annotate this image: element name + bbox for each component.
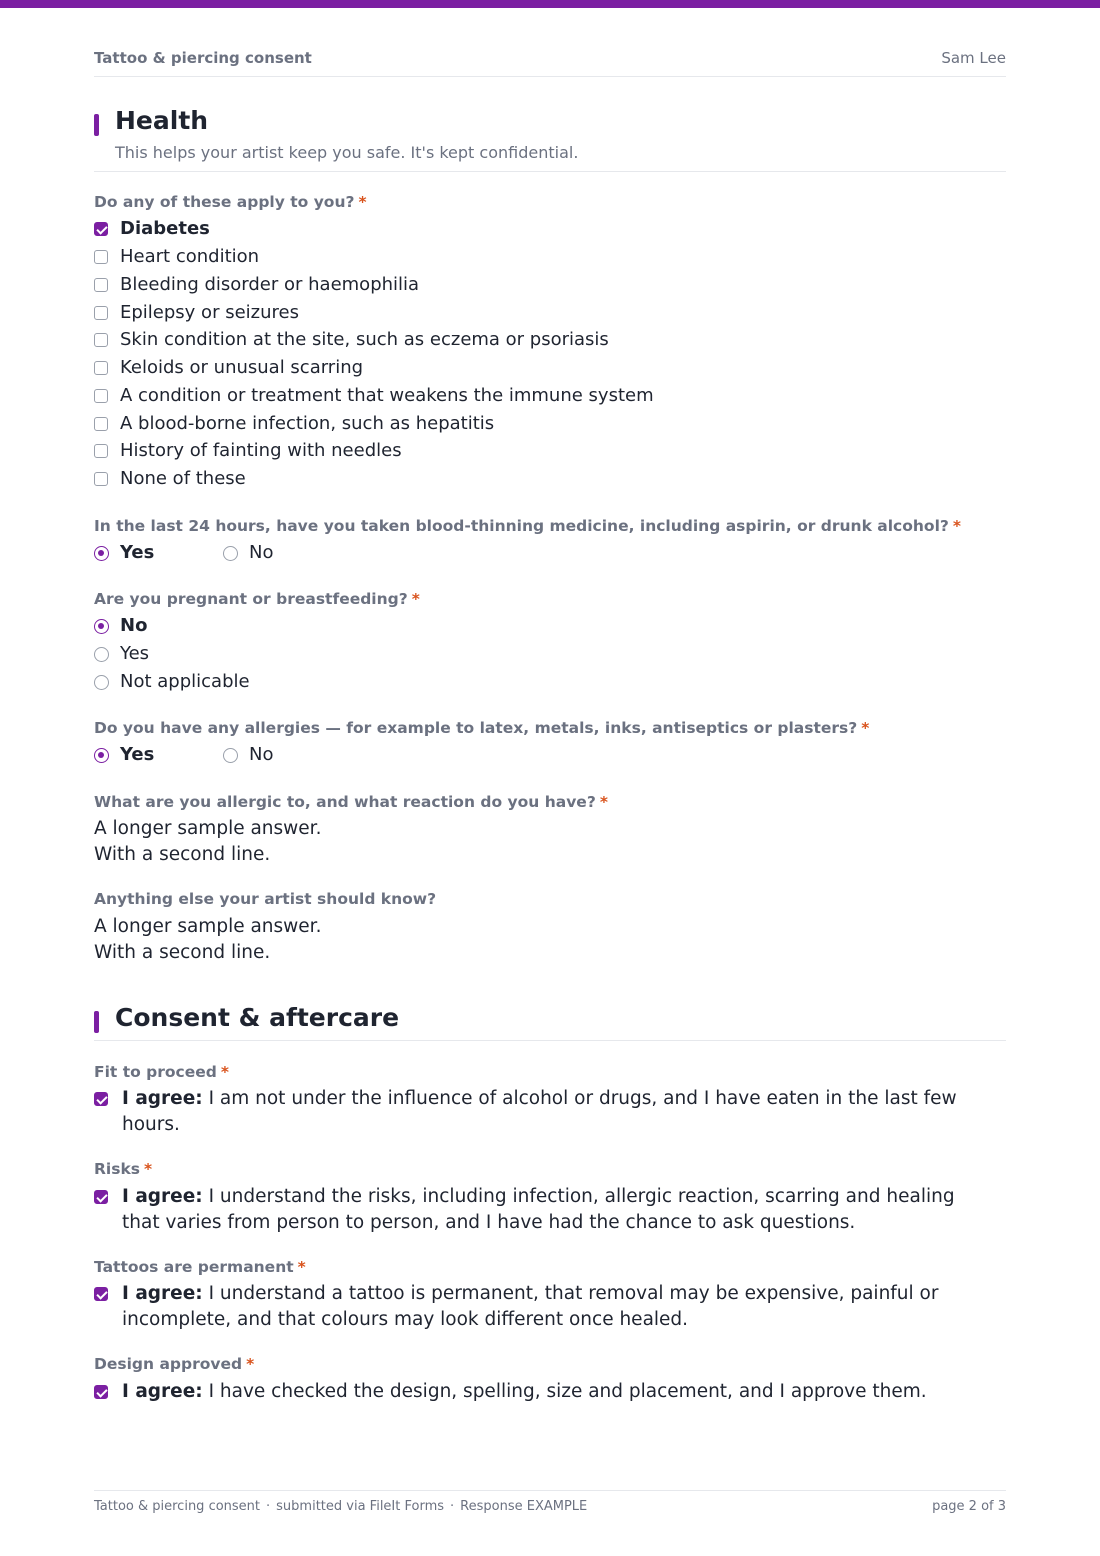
radio-empty-icon[interactable]	[94, 647, 109, 662]
agree-statement	[122, 1184, 994, 1236]
radio-empty-icon[interactable]	[223, 748, 238, 763]
checkbox-empty-icon[interactable]	[94, 333, 108, 347]
running-header	[94, 48, 1006, 77]
radio-selected-icon[interactable]	[94, 748, 109, 763]
question-label-anything-else	[94, 890, 436, 908]
required-marker: *	[952, 517, 961, 535]
agree-prefix: I agree:	[122, 1088, 203, 1109]
agree-checkbox[interactable]	[94, 1379, 994, 1405]
required-marker: *	[861, 719, 870, 737]
question-text: What are you allergic to, and what reaction do you have?	[94, 793, 596, 811]
agree-body: I understand the risks, including infection, allergic reaction, scarring and healing that varies from person to person, and I have had the chance to ask questions.	[122, 1186, 955, 1233]
footer-response: Response EXAMPLE	[460, 1499, 588, 1514]
required-marker: *	[411, 590, 420, 608]
page-number: page 2 of 3	[932, 1499, 1006, 1514]
answer-line: With a second line.	[94, 942, 271, 963]
agree-statement	[122, 1086, 994, 1138]
required-marker: *	[144, 1160, 153, 1178]
question-label-conditions	[94, 193, 367, 211]
agree-prefix: I agree:	[122, 1381, 203, 1402]
footer-doc-title: Tattoo & piercing consent	[94, 1499, 261, 1514]
option-label: Yes	[120, 744, 155, 765]
checkbox-empty-icon[interactable]	[94, 306, 108, 320]
option-label: Yes	[120, 542, 155, 563]
question-text: In the last 24 hours, have you taken blood-thinning medicine, including aspirin, or drunk alcohol?	[94, 517, 949, 535]
agree-prefix: I agree:	[122, 1186, 203, 1207]
question-text: Are you pregnant or breastfeeding?	[94, 590, 408, 608]
option-label: Epilepsy or seizures	[120, 302, 299, 323]
question-label-fit-to-proceed	[94, 1063, 229, 1081]
option-label: A blood-borne infection, such as hepatitis	[120, 413, 495, 434]
question-label-blood-thinning	[94, 517, 961, 535]
checkbox-checked-icon[interactable]	[94, 1385, 108, 1399]
option-label: No	[120, 615, 148, 636]
footer-info	[94, 1499, 587, 1514]
option-label: Keloids or unusual scarring	[120, 357, 364, 378]
section-accent-bar	[94, 1011, 99, 1033]
answer-line: A longer sample answer.	[94, 818, 322, 839]
question-text: Tattoos are permanent	[94, 1258, 294, 1276]
option-label: Diabetes	[120, 218, 210, 239]
section-health-header	[94, 106, 1006, 172]
section-title: Health	[115, 106, 209, 135]
radio-empty-icon[interactable]	[223, 546, 238, 561]
question-label-design	[94, 1355, 254, 1373]
option-label: No	[249, 744, 274, 765]
question-label-risks	[94, 1160, 152, 1178]
radio-selected-icon[interactable]	[94, 546, 109, 561]
question-label-pregnant	[94, 590, 420, 608]
question-text: Do you have any allergies — for example to latex, metals, inks, antiseptics or plasters?	[94, 719, 858, 737]
checkbox-checked-icon[interactable]	[94, 222, 108, 236]
required-marker: *	[220, 1063, 229, 1081]
section-title: Consent & aftercare	[115, 1003, 400, 1032]
checkbox-empty-icon[interactable]	[94, 361, 108, 375]
answer-text	[94, 914, 321, 966]
footer-separator: ·	[450, 1499, 455, 1514]
section-description: This helps your artist keep you safe. It's kept confidential.	[115, 143, 579, 162]
agree-prefix: I agree:	[122, 1283, 203, 1304]
answer-line: With a second line.	[94, 844, 271, 865]
section-accent-bar	[94, 114, 99, 136]
question-text: Do any of these apply to you?	[94, 193, 355, 211]
agree-body: I understand a tattoo is permanent, that removal may be expensive, painful or incomplete, and that colours may look different once healed.	[122, 1283, 939, 1330]
required-marker: *	[358, 193, 367, 211]
agree-statement	[122, 1379, 994, 1405]
option-label: None of these	[120, 468, 246, 489]
option-label: No	[249, 542, 274, 563]
option-label: Not applicable	[120, 671, 250, 692]
option-label: Heart condition	[120, 246, 260, 267]
footer-separator: ·	[266, 1499, 271, 1514]
accent-top-bar	[0, 0, 1100, 8]
checkbox-empty-icon[interactable]	[94, 250, 108, 264]
agree-statement	[122, 1281, 994, 1333]
page-footer	[94, 1490, 1006, 1514]
question-text: Anything else your artist should know?	[94, 890, 437, 908]
answer-text	[94, 816, 321, 868]
radio-selected-icon[interactable]	[94, 619, 109, 634]
checkbox-checked-icon[interactable]	[94, 1092, 108, 1106]
section-consent-header	[94, 1003, 1006, 1041]
checkbox-checked-icon[interactable]	[94, 1190, 108, 1204]
checkbox-empty-icon[interactable]	[94, 444, 108, 458]
question-label-allergy-details	[94, 793, 608, 811]
footer-submitted: submitted via FileIt Forms	[276, 1499, 445, 1514]
required-marker: *	[246, 1355, 255, 1373]
option-label: A condition or treatment that weakens the immune system	[120, 385, 654, 406]
option-label: Yes	[120, 643, 150, 664]
agree-checkbox[interactable]	[94, 1184, 994, 1236]
checkbox-checked-icon[interactable]	[94, 1287, 108, 1301]
question-text: Design approved	[94, 1355, 243, 1373]
header-doc-title: Tattoo & piercing consent	[94, 49, 312, 67]
radio-empty-icon[interactable]	[94, 675, 109, 690]
option-label: Skin condition at the site, such as eczema or psoriasis	[120, 329, 609, 350]
option-label: History of fainting with needles	[120, 440, 402, 461]
answer-line: A longer sample answer.	[94, 916, 322, 937]
checkbox-empty-icon[interactable]	[94, 278, 108, 292]
question-text: Fit to proceed	[94, 1063, 217, 1081]
question-text: Risks	[94, 1160, 141, 1178]
required-marker: *	[599, 793, 608, 811]
required-marker: *	[297, 1258, 306, 1276]
checkbox-empty-icon[interactable]	[94, 389, 108, 403]
question-label-allergies	[94, 719, 869, 737]
checkbox-empty-icon[interactable]	[94, 472, 108, 486]
option-label: Bleeding disorder or haemophilia	[120, 274, 420, 295]
agree-body: I am not under the influence of alcohol or drugs, and I have eaten in the last few hours.	[122, 1088, 957, 1135]
agree-body: I have checked the design, spelling, size and placement, and I approve them.	[208, 1381, 927, 1402]
question-label-permanent	[94, 1258, 306, 1276]
header-user-name: Sam Lee	[941, 49, 1006, 67]
checkbox-empty-icon[interactable]	[94, 417, 108, 431]
agree-checkbox[interactable]	[94, 1281, 994, 1333]
agree-checkbox[interactable]	[94, 1086, 994, 1138]
